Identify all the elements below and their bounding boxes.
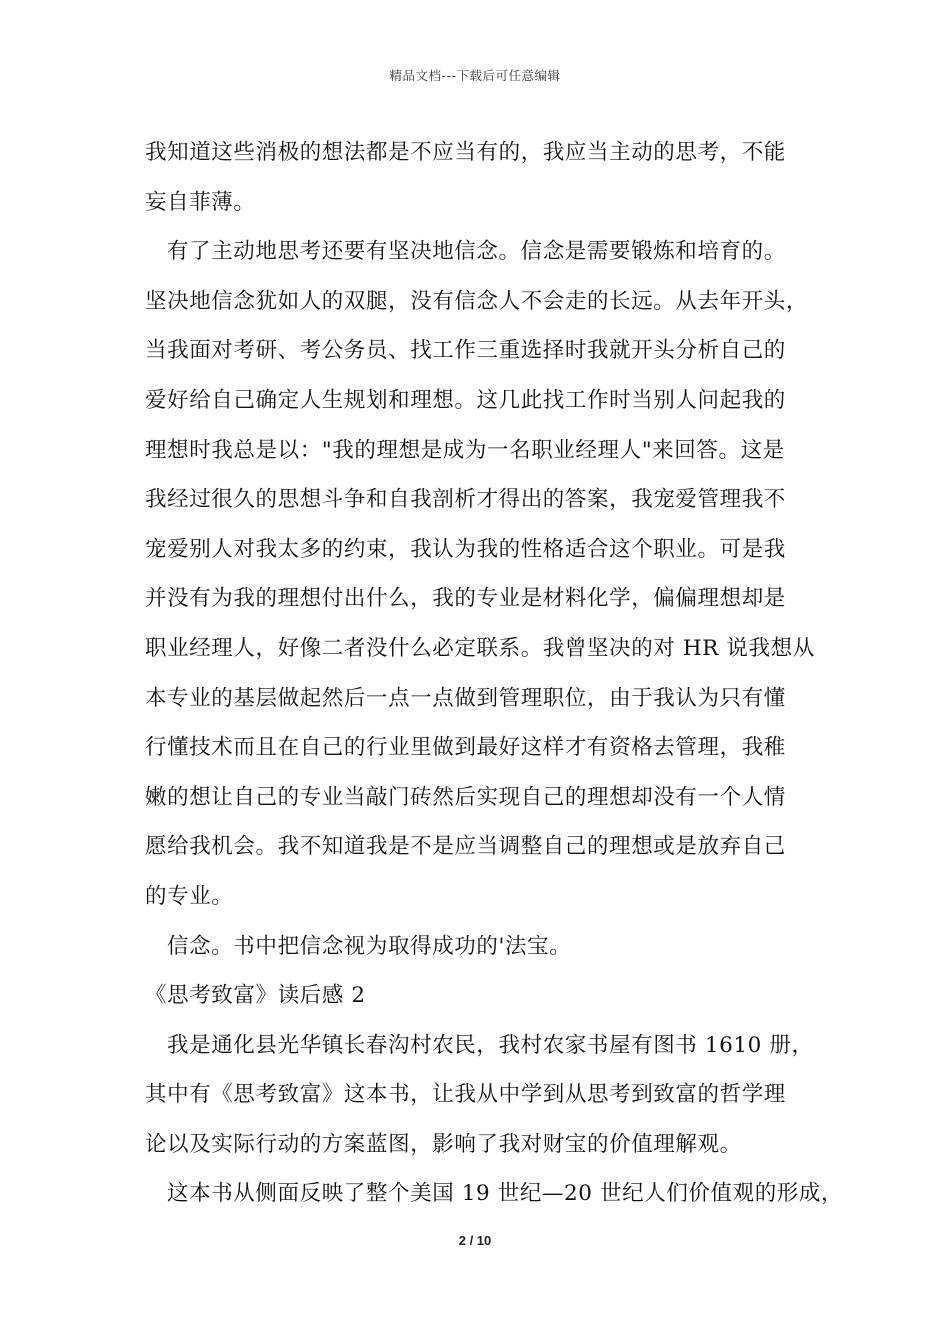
text-line: 妄自菲薄。 [145,189,256,215]
text-line: 我经过很久的思想斗争和自我剖析才得出的答案，我宠爱管理我不 [145,487,786,513]
text-line: 爱好给自己确定人生规划和理想。这几此找工作时当别人问起我的 [145,387,786,413]
page-header: 精品文档---下载后可任意编辑 [389,68,561,83]
text-line: 本专业的基层做起然后一点一点做到管理职位，由于我认为只有懂 [145,685,786,711]
text-line: 当我面对考研、考公务员、找工作三重选择时我就开头分析自己的 [145,338,786,364]
text-line: 我知道这些消极的想法都是不应当有的，我应当主动的思考，不能 [145,140,786,165]
paragraph-start-line: 有了主动地思考还要有坚决地信念。信念是需要锻炼和培育的。 [167,239,786,265]
document-body [145,128,844,1219]
text-line: 职业经理人，好像二者没什么必定联系。我曾坚决的对 HR 说我想从 [145,635,815,661]
text-line: 论以及实际行动的方案蓝图，影响了我对财宝的价值理解观。 [145,1131,742,1157]
text-line: 嫩的想让自己的专业当敲门砖然后实现自己的理想却没有一个人情 [145,784,786,810]
text-line: 理想时我总是以："我的理想是成为一名职业经理人"来回答。这是 [145,437,785,463]
paragraph-start-line: 信念。书中把信念视为取得成功的'法宝。 [167,933,572,959]
text-line: 宠爱别人对我太多的约束，我认为我的性格适合这个职业。可是我 [145,536,786,562]
page-number: 2 / 10 [458,1233,492,1248]
paragraph-start-line: 我是通化县光华镇长春沟村农民，我村农家书屋有图书 1610 册， [167,1032,814,1058]
text-line: 坚决地信念犹如人的双腿，没有信念人不会走的长远。从去年开头， [145,288,809,314]
section-heading: 《思考致富》读后感 2 [145,983,366,1009]
text-line: 行懂技术而且在自己的行业里做到最好这样才有资格去管理，我稚 [145,735,786,761]
text-line: 其中有《思考致富》这本书，让我从中学到从思考到致富的哲学理 [145,1082,786,1108]
text-line: 的专业。 [145,883,234,909]
paragraph-start-line: 这本书从侧面反映了整个美国 19 世纪—20 世纪人们价值观的形成， [167,1181,844,1207]
text-line: 愿给我机会。我不知道我是不是应当调整自己的理想或是放弃自己 [145,834,786,860]
text-line: 并没有为我的理想付出什么，我的专业是材料化学，偏偏理想却是 [145,586,786,612]
